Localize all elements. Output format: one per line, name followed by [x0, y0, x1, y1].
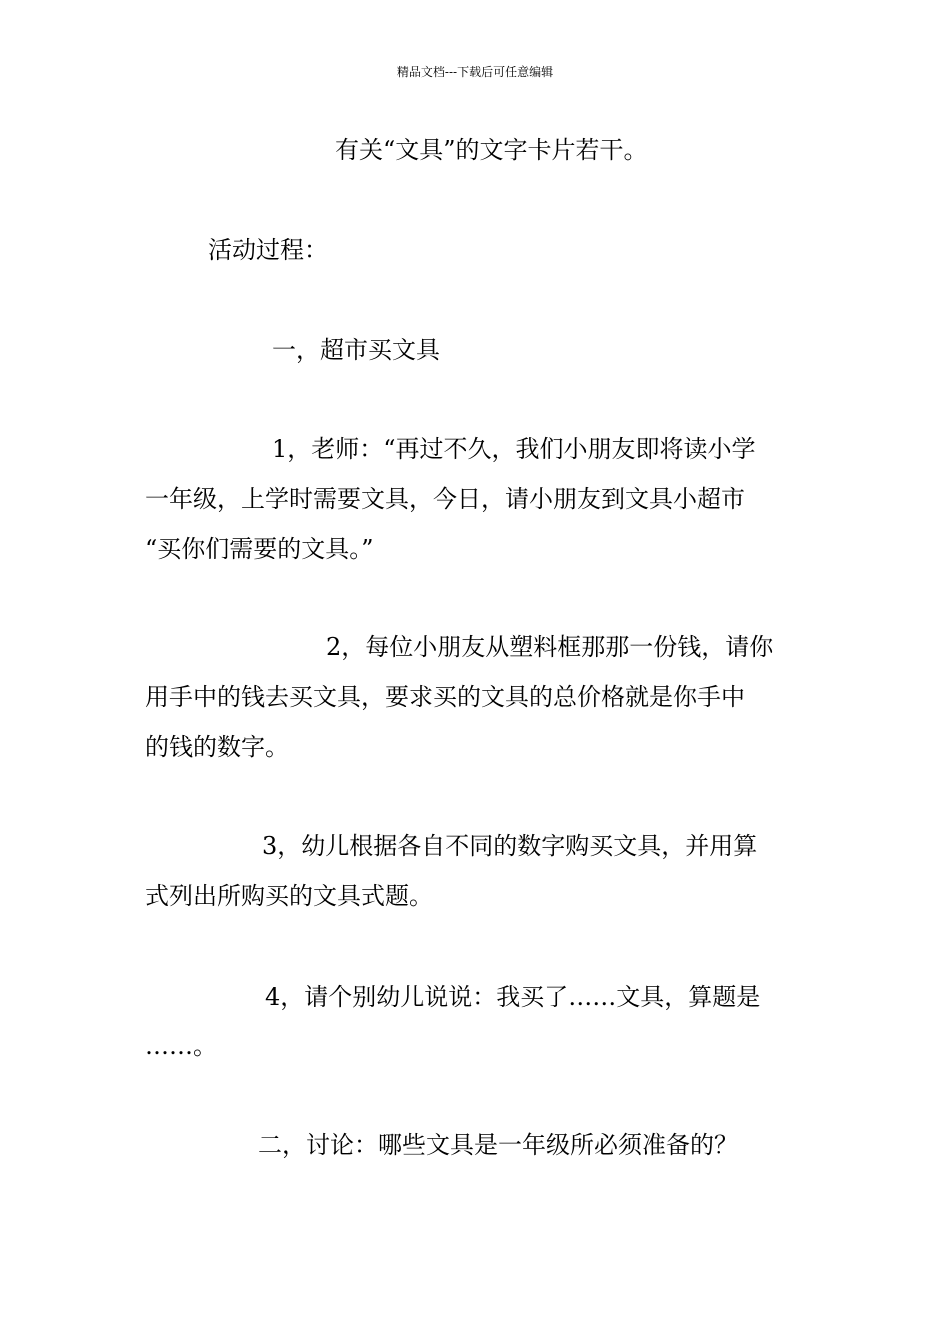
item-3-line-2: 式列出所购买的文具式题。 — [145, 882, 433, 910]
item-1-line-2: 一年级，上学时需要文具，今日，请小朋友到文具小超市 — [145, 485, 745, 513]
item-1-line-3: “买你们需要的文具。” — [145, 535, 374, 563]
item-3-line-1: 3，幼儿根据各自不同的数字购买文具，并用算 — [262, 832, 758, 860]
materials-text: 有关“文具”的文字卡片若干。 — [335, 136, 648, 164]
process-heading: 活动过程： — [208, 236, 328, 264]
item-1-line-1: 1，老师：“再过不久，我们小朋友即将读小学 — [272, 435, 756, 463]
item-4-line-2: ……。 — [145, 1032, 217, 1060]
section-2-title: 二，讨论：哪些文具是一年级所必须准备的？ — [258, 1131, 738, 1159]
item-2-line-2: 用手中的钱去买文具，要求买的文具的总价格就是你手中 — [145, 683, 745, 711]
item-2-line-1: 2，每位小朋友从塑料框那那一份钱，请你 — [326, 633, 774, 661]
section-1-title: 一，超市买文具 — [272, 336, 440, 364]
item-4-line-1: 4，请个别幼儿说说：我买了……文具，算题是 — [265, 983, 761, 1011]
item-2-line-3: 的钱的数字。 — [145, 733, 289, 761]
page-header: 精品文档---下载后可任意编辑 — [396, 65, 554, 79]
